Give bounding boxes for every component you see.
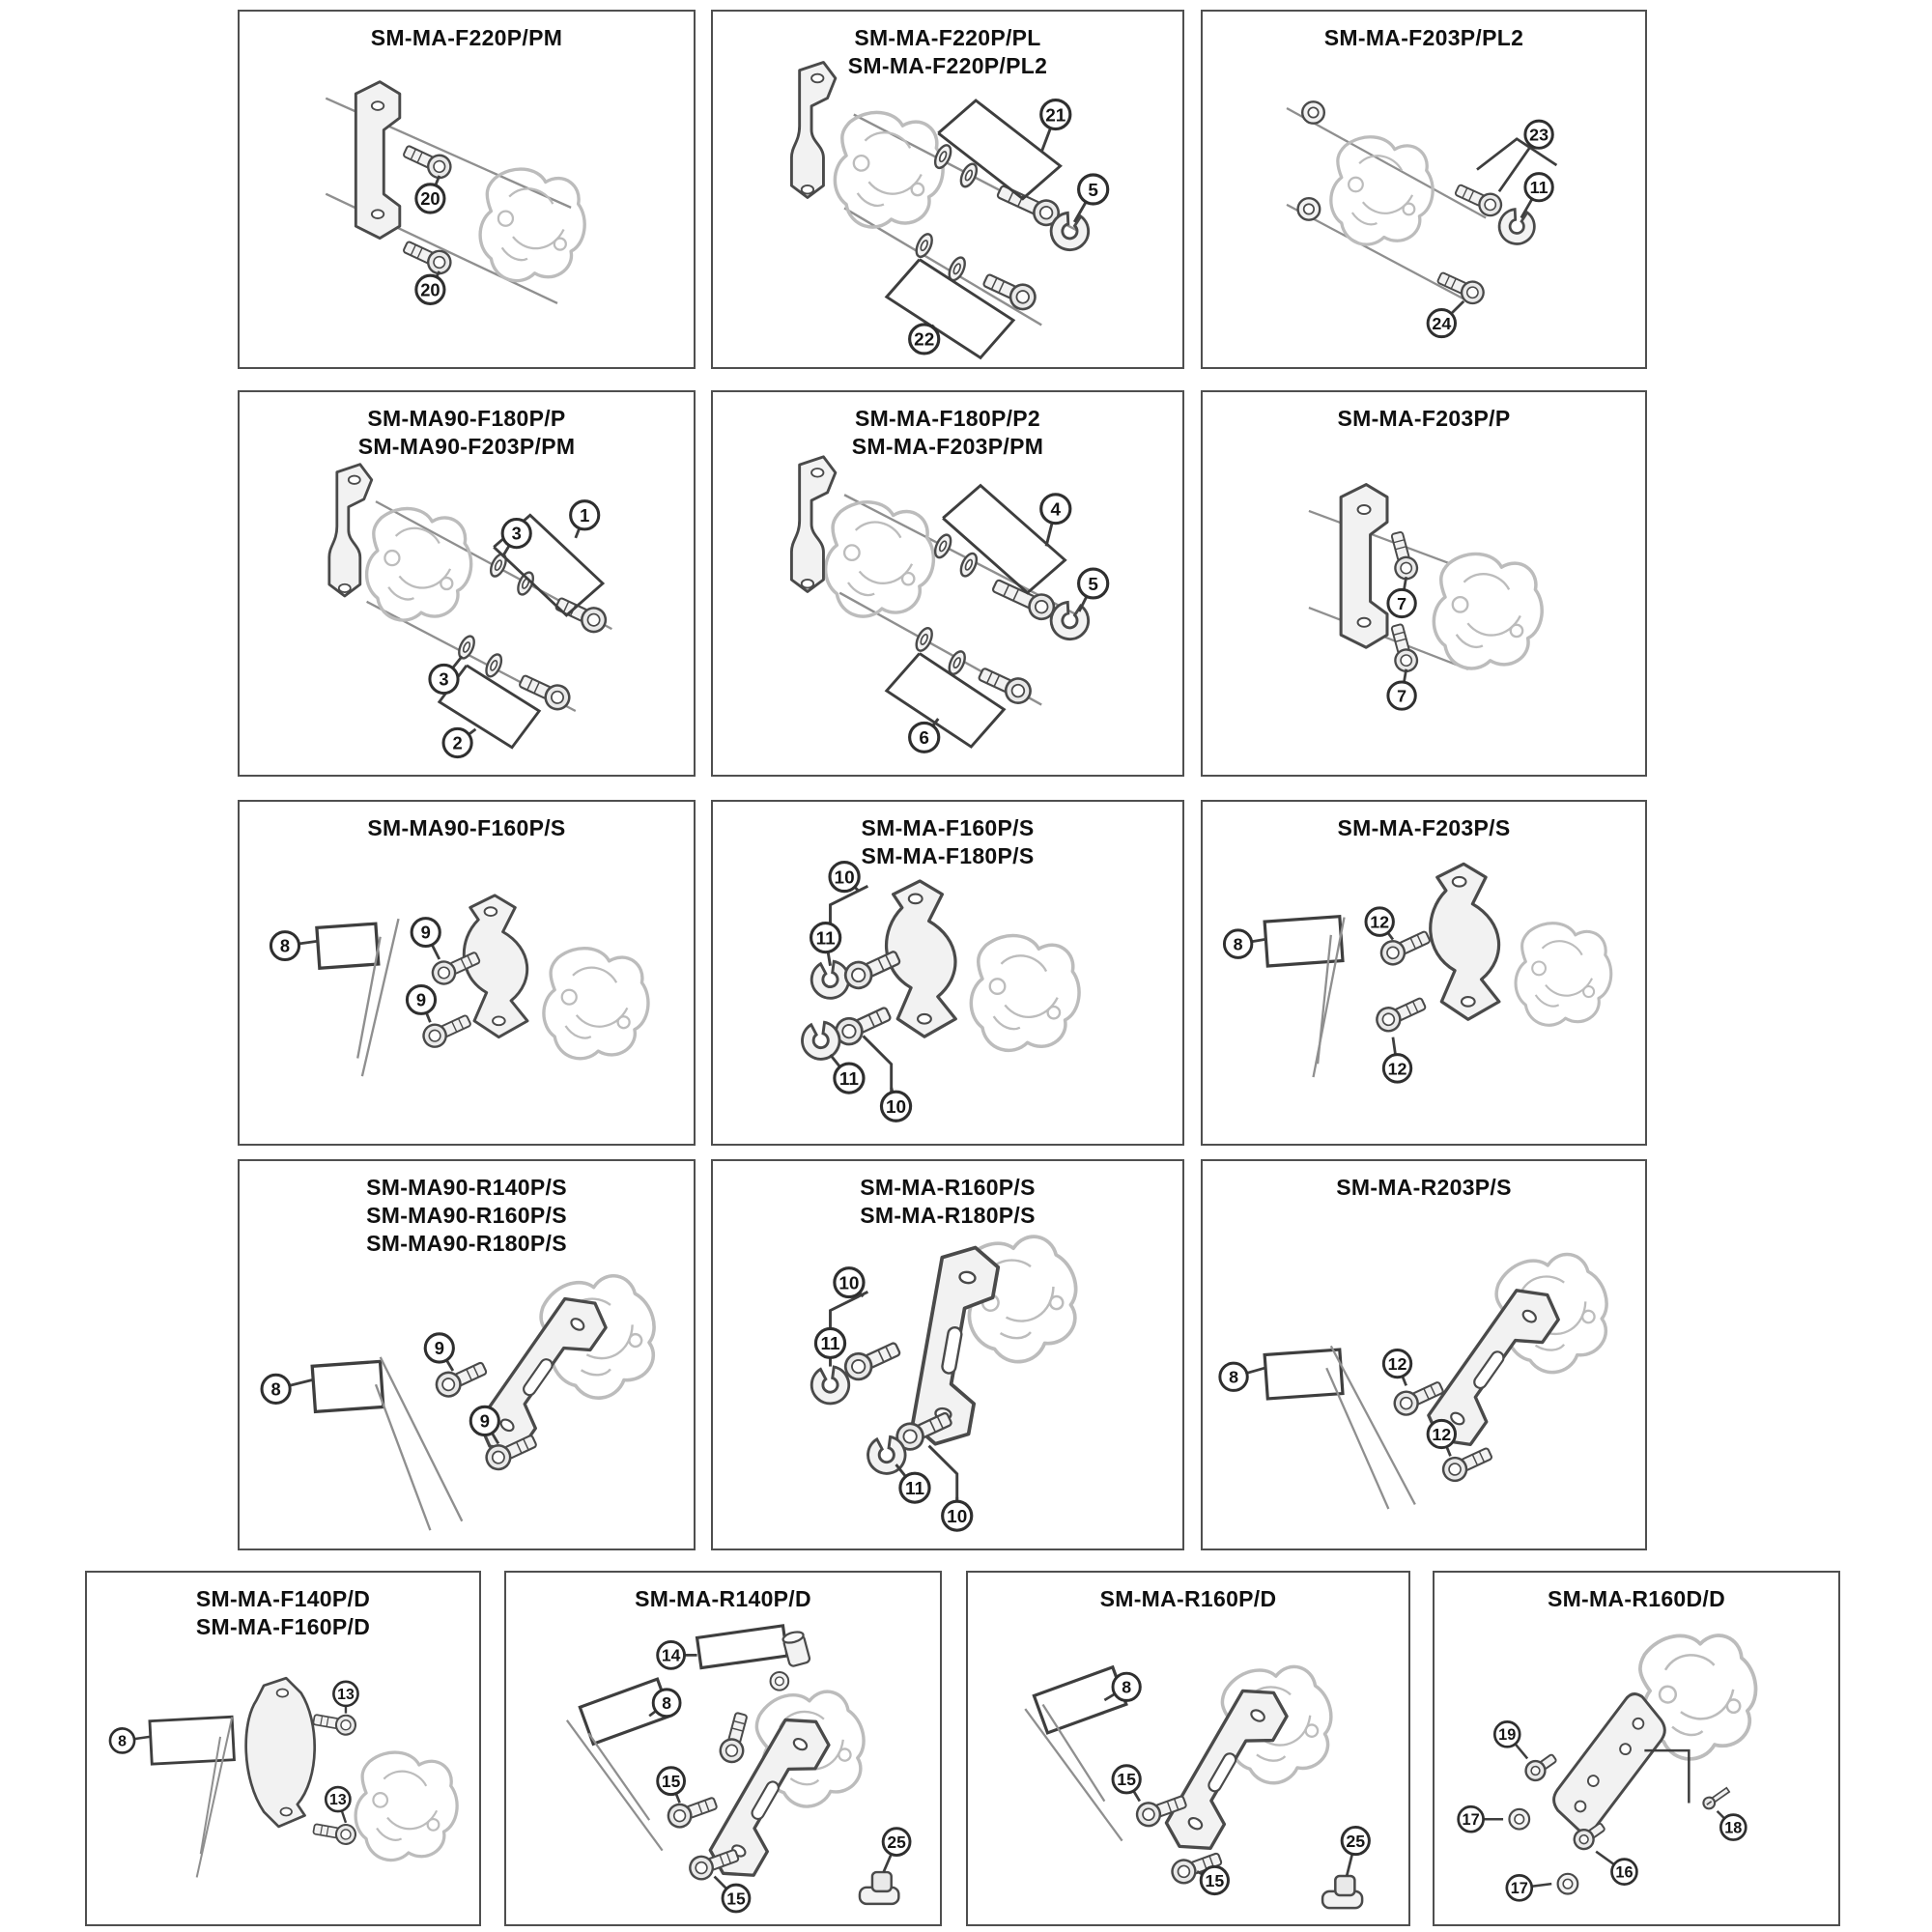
callout-3 — [502, 520, 530, 556]
panel-sm-ma90-f160p-s — [238, 800, 696, 1146]
callout-12 — [1383, 1350, 1410, 1385]
exploded-drawing — [240, 1161, 694, 1548]
callout-9 — [407, 986, 435, 1023]
panel-title-line: SM-MA-F203P/PL2 — [1323, 25, 1524, 50]
panel-title-line: SM-MA90-R160P/S — [366, 1203, 567, 1228]
callout-10 — [881, 1088, 910, 1121]
callout-20 — [416, 176, 444, 213]
panel-title-line: SM-MA-R160P/S — [860, 1175, 1036, 1200]
panel-sm-ma90-r140p-s — [238, 1159, 696, 1550]
callout-number: 3 — [511, 523, 522, 544]
callout-number: 12 — [1432, 1424, 1452, 1444]
callout-14 — [658, 1641, 697, 1668]
callout-11 — [896, 1464, 930, 1502]
callout-8 — [262, 1375, 312, 1403]
callout-5 — [1079, 569, 1108, 611]
callout-9 — [425, 1334, 453, 1371]
panel-sm-ma90-f180p-p — [238, 390, 696, 777]
panel-sm-ma-f203p-p — [1201, 390, 1647, 777]
callout-12 — [1383, 1037, 1410, 1082]
exploded-drawing — [968, 1573, 1408, 1924]
callout-number: 1 — [580, 504, 590, 526]
panel-sm-ma-f203p-pl2 — [1201, 10, 1647, 369]
callout-18 — [1718, 1811, 1747, 1840]
callout-number: 13 — [337, 1687, 355, 1704]
callout-11 — [815, 1328, 844, 1366]
callout-number: 18 — [1724, 1819, 1743, 1837]
exploded-drawing — [713, 1161, 1182, 1548]
callout-number: 20 — [420, 188, 440, 210]
callout-number: 9 — [434, 1337, 444, 1359]
callout-12 — [1428, 1420, 1455, 1456]
callout-number: 12 — [1370, 912, 1390, 932]
panel-sm-ma-r160d-d — [1433, 1571, 1840, 1926]
callout-3 — [430, 656, 462, 693]
callout-number: 15 — [726, 1889, 746, 1909]
callout-25 — [883, 1829, 910, 1872]
callout-number: 11 — [1529, 178, 1548, 198]
callout-number: 17 — [1510, 1880, 1528, 1898]
callout-number: 5 — [1088, 574, 1098, 595]
callout-number: 17 — [1462, 1811, 1480, 1830]
callout-number: 24 — [1432, 313, 1452, 333]
callout-number: 10 — [834, 867, 855, 889]
callout-8 — [1224, 930, 1264, 958]
callout-17 — [1459, 1806, 1503, 1832]
callout-number: 14 — [661, 1645, 681, 1665]
callout-15 — [658, 1768, 685, 1803]
callout-8 — [270, 932, 316, 960]
panel-sm-ma-r160p-s — [711, 1159, 1184, 1550]
callout-5 — [1074, 175, 1108, 222]
panel-title-line: SM-MA-F160P/D — [195, 1614, 371, 1639]
exploded-drawing — [1203, 392, 1645, 775]
panel-sm-ma-f220p-pm — [238, 10, 696, 369]
exploded-drawing — [240, 12, 694, 367]
callout-21 — [1041, 100, 1070, 153]
panel-title-line: SM-MA-F220P/PM — [370, 25, 563, 50]
panel-title-line: SM-MA-F180P/P2 — [854, 406, 1041, 431]
callout-number: 9 — [420, 922, 431, 943]
callout-number: 8 — [118, 1733, 127, 1750]
callout-number: 8 — [1233, 934, 1243, 954]
callout-number: 9 — [479, 1410, 490, 1432]
panel-sm-ma-f180p-p2 — [711, 390, 1184, 777]
callout-8 — [1104, 1673, 1140, 1700]
panel-title-line: SM-MA-F203P/S — [1337, 815, 1511, 840]
panel-title-line: SM-MA-F220P/PL2 — [847, 53, 1048, 78]
callout-19 — [1494, 1721, 1527, 1758]
callout-number: 4 — [1050, 499, 1062, 521]
panel-sm-ma-r203p-s — [1201, 1159, 1647, 1550]
callout-13 — [333, 1682, 357, 1714]
callout-number: 5 — [1088, 180, 1098, 201]
callout-number: 9 — [415, 989, 427, 1010]
callout-number: 15 — [661, 1771, 681, 1791]
callout-number: 11 — [838, 1068, 859, 1090]
callout-11 — [811, 923, 840, 966]
callout-number: 7 — [1397, 593, 1407, 613]
exploded-drawing — [87, 1573, 479, 1924]
panel-title-line: SM-MA90-F203P/PM — [357, 434, 576, 459]
callout-15 — [1113, 1766, 1140, 1802]
exploded-drawing — [713, 802, 1182, 1144]
exploded-drawing — [713, 392, 1182, 775]
callout-number: 19 — [1498, 1726, 1517, 1745]
callout-16 — [1596, 1852, 1636, 1885]
panel-title-line: SM-MA90-F180P/P — [367, 406, 566, 431]
exploded-drawing — [1203, 802, 1645, 1144]
callout-number: 15 — [1117, 1770, 1137, 1790]
callout-number: 11 — [820, 1334, 840, 1355]
callout-10 — [943, 1497, 972, 1530]
callout-1 — [571, 501, 599, 538]
callout-9 — [412, 919, 440, 959]
callout-7 — [1388, 669, 1415, 709]
panel-sm-ma-f160p-s — [711, 800, 1184, 1146]
callout-number: 12 — [1387, 1059, 1407, 1079]
callout-8 — [110, 1728, 150, 1752]
panel-title-line: SM-MA-F140P/D — [195, 1586, 371, 1611]
callout-2 — [443, 728, 475, 756]
callout-11 — [1521, 174, 1553, 218]
panel-title-line: SM-MA-R180P/S — [860, 1203, 1036, 1228]
callout-10 — [835, 1268, 864, 1297]
callout-number: 8 — [1229, 1367, 1239, 1387]
panel-title-line: SM-MA-R140P/D — [635, 1586, 811, 1611]
panel-title-line: SM-MA-F203P/PM — [851, 434, 1044, 459]
callout-number: 10 — [947, 1506, 968, 1527]
callout-number: 10 — [838, 1273, 860, 1294]
exploded-drawing — [506, 1573, 940, 1924]
panel-title-line: SM-MA-R160D/D — [1547, 1586, 1726, 1611]
callout-number: 3 — [439, 668, 449, 690]
callout-25 — [1342, 1827, 1369, 1876]
callout-number: 6 — [919, 728, 929, 750]
panel-title-line: SM-MA-R160P/D — [1099, 1586, 1277, 1611]
exploded-drawing — [240, 802, 694, 1144]
callout-number: 8 — [270, 1378, 281, 1400]
callout-number: 11 — [904, 1479, 924, 1499]
panel-title-line: SM-MA-F220P/PL — [854, 25, 1041, 50]
panel-title-line: SM-MA-F180P/S — [861, 843, 1035, 868]
panel-sm-ma-r160p-d — [966, 1571, 1410, 1926]
panel-sm-ma-f203p-s — [1201, 800, 1647, 1146]
callout-number: 20 — [420, 279, 440, 300]
callout-7 — [1388, 577, 1415, 616]
callout-number: 2 — [452, 732, 463, 753]
callout-20 — [416, 271, 444, 303]
callout-22 — [910, 325, 939, 354]
panel-title-line: SM-MA-R203P/S — [1336, 1175, 1512, 1200]
callout-8 — [649, 1690, 680, 1717]
callout-number: 22 — [914, 329, 935, 351]
exploded-drawing — [1203, 12, 1645, 367]
callout-number: 21 — [1045, 105, 1066, 127]
callout-number: 12 — [1387, 1354, 1407, 1374]
callout-number: 25 — [887, 1832, 906, 1852]
callout-8 — [1220, 1363, 1264, 1390]
callout-number: 25 — [1346, 1831, 1366, 1851]
callout-13 — [326, 1787, 350, 1823]
panel-title-line: SM-MA90-R180P/S — [366, 1231, 567, 1256]
callout-24 — [1428, 301, 1463, 337]
panel-sm-ma-f140p-d — [85, 1571, 481, 1926]
callout-number: 23 — [1529, 125, 1549, 145]
callout-number: 15 — [1205, 1870, 1225, 1890]
panel-title-line: SM-MA90-F160P/S — [367, 815, 566, 840]
callout-number: 8 — [662, 1693, 671, 1714]
callout-17 — [1507, 1875, 1551, 1900]
exploded-drawing — [240, 392, 694, 775]
callout-12 — [1366, 908, 1393, 940]
callout-number: 13 — [329, 1792, 347, 1809]
callout-number: 8 — [279, 935, 291, 956]
callout-11 — [831, 1055, 865, 1093]
callout-number: 10 — [885, 1097, 907, 1118]
panel-sm-ma-f220p-pl — [711, 10, 1184, 369]
callout-15 — [715, 1877, 750, 1912]
exploded-drawing — [1435, 1573, 1838, 1924]
panel-sm-ma-r140p-d — [504, 1571, 942, 1926]
callout-number: 11 — [815, 928, 836, 950]
callout-number: 16 — [1615, 1863, 1634, 1882]
exploded-drawing — [1203, 1161, 1645, 1548]
callout-6 — [910, 719, 939, 752]
callout-4 — [1041, 495, 1070, 547]
exploded-drawing — [713, 12, 1182, 367]
panel-title-line: SM-MA90-R140P/S — [366, 1175, 567, 1200]
callout-10 — [830, 863, 859, 892]
callout-number: 7 — [1397, 686, 1407, 706]
panel-title-line: SM-MA-F160P/S — [861, 815, 1035, 840]
panel-title-line: SM-MA-F203P/P — [1337, 406, 1511, 431]
callout-number: 8 — [1122, 1677, 1132, 1697]
